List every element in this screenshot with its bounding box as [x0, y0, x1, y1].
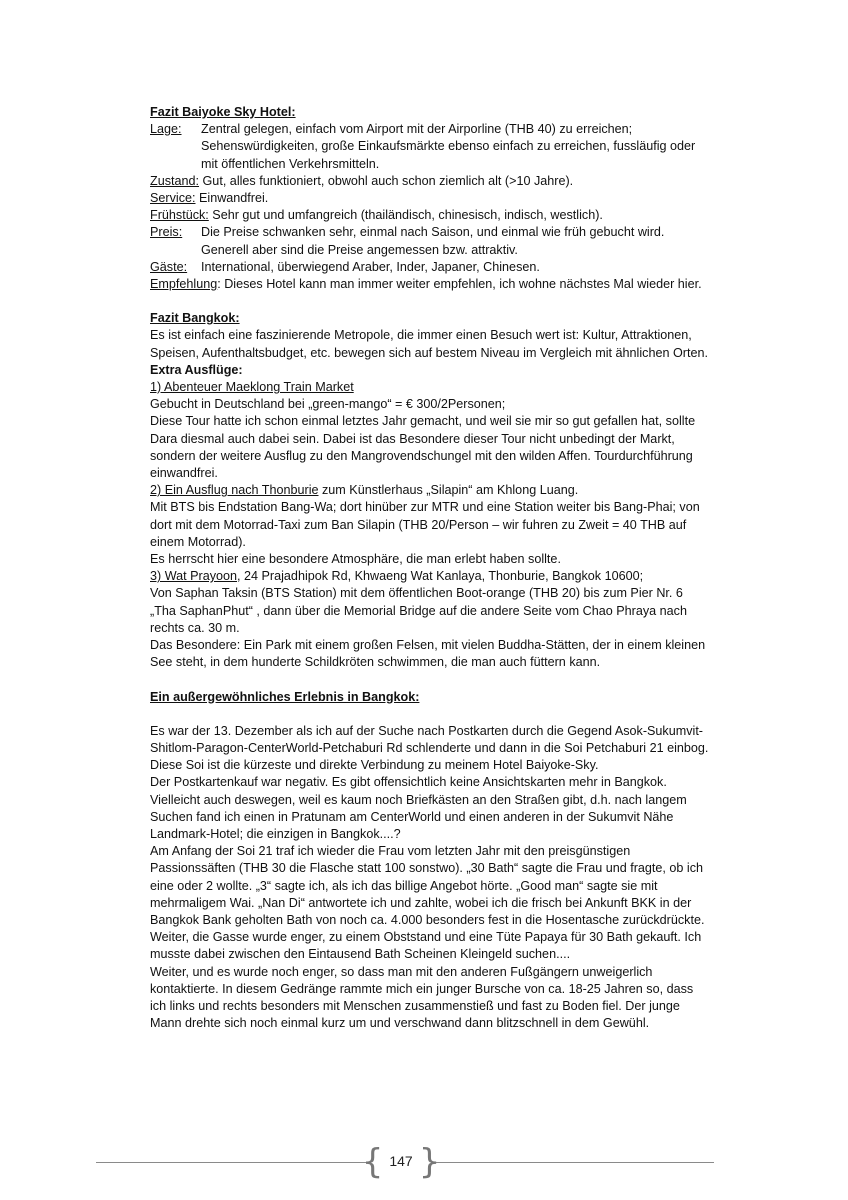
trip2-text2: Es herrscht hier eine besondere Atmosphäre, die man erlebt haben sollte.	[150, 552, 561, 567]
service-label: Service:	[150, 191, 196, 206]
experience-paragraph-2: Der Postkartenkauf war negativ. Es gibt offensichtlich keine Ansichtskarten mehr in Bangkok. Vielleicht auch deswegen, weil es kaum noch Briefkästen an den Straßen gibt, d.h. nach langem Suchen fand ich einen in Pratunam am CenterWorld und einen anderen in der Sukumvit Nähe Landmark-Hotel; die einzigen in Bangkok....?	[150, 775, 687, 841]
trip3-heading	[150, 568, 710, 585]
trip2-heading	[150, 482, 710, 499]
page-number: 147	[389, 1153, 413, 1170]
trip2-title: 2) Ein Ausflug nach Thonburie	[150, 483, 319, 498]
lage-row	[150, 121, 710, 173]
page-number-box	[361, 1142, 441, 1182]
trip3-title: 3) Wat Prayoon	[150, 569, 238, 584]
spacer	[150, 672, 710, 689]
trip2-text: Mit BTS bis Endstation Bang-Wa; dort hinüber zur MTR und eine Station weiter bis Bang-Phai; von dort mit dem Motorrad-Taxi zum Ban Silapin (THB 20/Person – wir fuhren zu Zweit = 40 THB auf einem Motorrad).	[150, 500, 700, 549]
hotel-summary-title: Fazit Baiyoke Sky Hotel:	[150, 105, 296, 119]
trip1-text: Diese Tour hatte ich schon einmal letztes Jahr gemacht, und weil sie mir so gut gefallen hat, sollte Dara diesmal auch dabei sein. Dabei ist das Besondere dieser Tour nicht unbedingt der Markt, sondern der weitere Ausflug zu den Mangrovendschungel mit den wilden Affen. Tourdurchführung einwandfrei.	[150, 414, 696, 481]
experience-paragraph-4: Weiter, die Gasse wurde enger, zu einem Obststand und eine Tüte Papaya für 30 Bath gekauft. Ich musste dabei zwischen den Eintausend Bath Scheinen Kleingeld suchen....	[150, 930, 702, 962]
experience-paragraph-1: Es war der 13. Dezember als ich auf der Suche nach Postkarten durch die Gegend Asok-Sukumvit-Shitlom-Paragon-CenterWorld-Petchaburi Rd schlenderte und dann in die Soi Petchaburi 21 einbog. Diese Soi ist die kürzeste und direkte Verbindung zu meinem Hotel Baiyoke-Sky.	[150, 723, 709, 773]
zustand-text: Gut, alles funktioniert, obwohl auch schon ziemlich alt (>10 Jahre).	[199, 173, 574, 188]
trip1-title: 1) Abenteuer Maeklong Train Market	[150, 380, 354, 395]
right-brace: }	[418, 1142, 441, 1182]
fruehstueck-label: Frühstück:	[150, 208, 209, 223]
footer-rule-right	[432, 1162, 714, 1163]
lage-label: Lage:	[150, 122, 182, 137]
bangkok-intro: Es ist einfach eine faszinierende Metropole, die immer einen Besuch wert ist: Kultur, Attraktionen, Speisen, Aufenthaltsbudget, etc. bewegen sich auf bestem Niveau im Vergleich mit ähnlichen Orten.	[150, 328, 708, 360]
trip2-title-rest: zum Künstlerhaus „Silapin“ am Khlong Luang.	[318, 483, 579, 498]
preis-label: Preis:	[150, 225, 183, 240]
bangkok-summary-title: Fazit Bangkok:	[150, 311, 240, 326]
preis-text: Die Preise schwanken sehr, einmal nach Saison, und einmal wie früh gebucht wird. Generell aber sind die Preise angemessen bzw. attraktiv.	[201, 225, 665, 257]
trip3-title-rest: , 24 Prajadhipok Rd, Khwaeng Wat Kanlaya, Thonburie, Bangkok 10600;	[237, 569, 644, 584]
zustand-row	[150, 173, 710, 190]
empfehlung-label: Empfehlung	[150, 277, 218, 292]
page-content	[150, 104, 710, 1032]
spacer	[150, 706, 710, 723]
experience-paragraph-3: Am Anfang der Soi 21 traf ich wieder die Frau vom letzten Jahr mit den preisgünstigen Passionssäften (THB 30 die Flasche statt 100 sonstwo). „30 Bath“ sagte die Frau und fragte, ob ich eine oder 2 wollte. „3“ sagte ich, als ich das billige Angebot hörte. „Good man“ sagte sie mit mehrmaligem Wai. „Nan Di“ antwortete ich und zahlte, wobei ich die frisch bei Ankunft BKK in der Bangkok Bank geholten Bath von noch ca. 4.000 besonders fest in die Hosentasche zurückdrückte.	[150, 844, 705, 927]
extra-trips-title: Extra Ausflüge:	[150, 362, 243, 377]
spacer	[150, 293, 710, 310]
empfehlung-row	[150, 276, 710, 293]
trip3-text2: Das Besondere: Ein Park mit einem großen Felsen, mit vielen Buddha-Stätten, der in einem kleinen See steht, in dem hunderte Schildkröten schwimmen, die man auch füttern kann.	[150, 638, 706, 670]
gaeste-label: Gäste:	[150, 259, 188, 274]
zustand-label: Zustand:	[150, 173, 200, 188]
gaeste-text: International, überwiegend Araber, Inder, Japaner, Chinesen.	[201, 259, 540, 274]
left-brace: {	[361, 1142, 384, 1182]
lage-text: Zentral gelegen, einfach vom Airport mit der Airporline (THB 40) zu erreichen; Sehenswürdigkeiten, große Einkaufsmärkte ebenso einfach zu erreichen, fussläufig oder mit öffentlichen Verkehrsmitteln.	[201, 122, 696, 171]
preis-row	[150, 224, 710, 258]
service-row	[150, 190, 710, 207]
experience-title: Ein außergewöhnliches Erlebnis in Bangkok:	[150, 689, 420, 704]
fruehstueck-row	[150, 207, 710, 224]
trip3-text: Von Saphan Taksin (BTS Station) mit dem öffentlichen Boot-orange (THB 20) bis zum Pier Nr. 6 „Tha SaphanPhut“ , dann über die Memorial Bridge auf die andere Seite vom Chao Phraya nach rechts ca. 30 m.	[150, 586, 687, 635]
empfehlung-text: : Dieses Hotel kann man immer weiter empfehlen, ich wohne nächstes Mal wieder hier.	[217, 277, 702, 292]
experience-paragraph-5: Weiter, und es wurde noch enger, so dass man mit den anderen Fußgängern unweigerlich kontaktierte. In diesem Gedränge rammte mich ein junger Bursche von ca. 18-25 Jahren so, dass ich links und rechts besonders mit Menschen zusammenstieß und fast zu Boden fiel. Der junge Mann drehte sich noch einmal kurz um und verschwand dann blitzschnell in dem Gewühl.	[150, 964, 694, 1031]
service-text: Einwandfrei.	[195, 191, 269, 206]
footer-rule-left	[96, 1162, 370, 1163]
fruehstueck-text: Sehr gut und umfangreich (thailändisch, chinesisch, indisch, westlich).	[208, 208, 603, 223]
trip1-booked: Gebucht in Deutschland bei „green-mango“ = € 300/2Personen;	[150, 397, 506, 412]
gaeste-row	[150, 259, 710, 276]
